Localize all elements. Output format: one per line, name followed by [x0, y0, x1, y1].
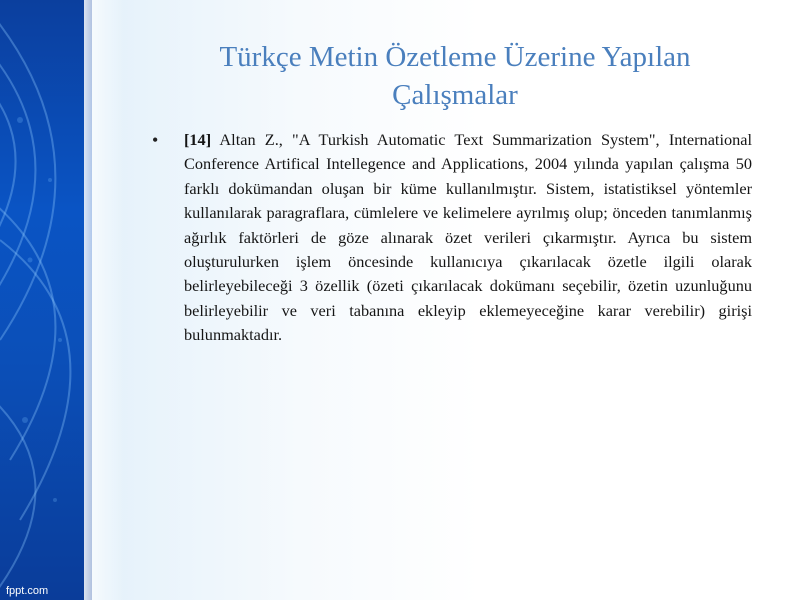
decorative-pattern-icon — [0, 0, 92, 600]
bullet-icon: • — [152, 130, 159, 150]
paragraph-text: Altan Z., "A Turkish Automatic Text Summarization System", International Conference Artifical Intellegence and Applications, 2004 yılında yapılan çalışma 50 farklı dokümandan oluşan bir küme kullanılmıştır. Sistem, istatistiksel yöntemler kullanılarak paragraflara, cümlelere ve kelimelere ayrılmış olup; önceden tanımlanmış ağırlık faktörleri de göze alınarak özet verileri çıkarmıştır. Ayrıca bu sistem oluşturulurken işlem öncesinde kullanıcıya çıkarılacak özetle ilgili olarak belirleyebileceği 3 özellik (özeti çıkarılacak dokümanı seçebilir, özetin uzunluğunu belirleyebilir ve veri tabanına ekleyip eklemeyeceğine karar verebilir) girişi bulunmaktadır. — [184, 130, 752, 345]
title-line-1: Türkçe Metin Özetleme Üzerine Yapılan — [219, 41, 691, 73]
reference-tag: [14] — [184, 130, 212, 149]
bullet-paragraph — [184, 128, 752, 348]
bullet-list — [152, 128, 752, 364]
band-edge-glow — [84, 0, 124, 600]
footer-watermark: fppt.com — [6, 585, 49, 597]
slide-title — [165, 38, 745, 114]
decorative-blue-band — [0, 0, 92, 600]
title-line-2: Çalışmalar — [392, 79, 518, 111]
